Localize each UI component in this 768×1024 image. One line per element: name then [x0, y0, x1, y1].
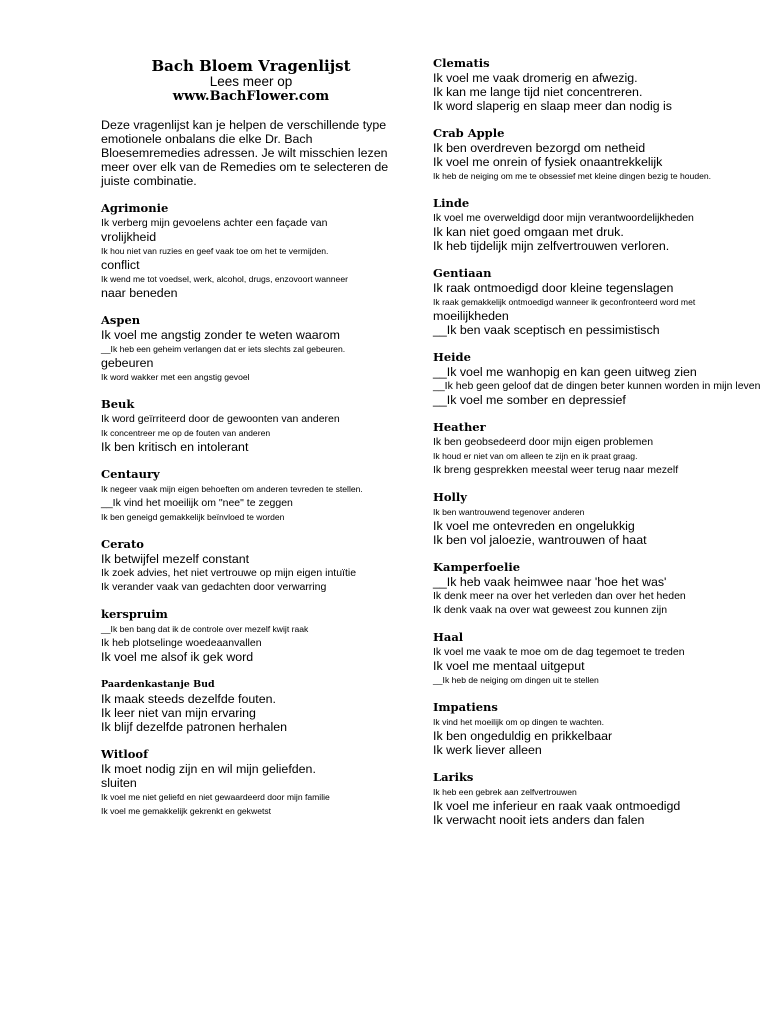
- question-line: naar beneden: [101, 286, 178, 300]
- remedy-name: Heide: [433, 350, 471, 364]
- remedy-name: Lariks: [433, 770, 474, 784]
- question-line: Ik voel me onrein of fysiek onaantrekkelijk: [433, 155, 663, 169]
- question-line: __Ik voel me wanhopig en kan geen uitweg zien: [433, 365, 697, 379]
- question-line: Ik ben geneigd gemakkelijk beïnvloed te worden: [101, 512, 285, 522]
- question-line: Ik kan niet goed omgaan met druk.: [433, 225, 624, 239]
- remedy-section: [101, 398, 401, 454]
- remedy-section: [101, 608, 401, 664]
- question-line: gebeuren: [101, 356, 154, 370]
- remedy-name: Centaury: [101, 467, 160, 481]
- question-line: __Ik heb een geheim verlangen dat er iets slechts zal gebeuren.: [101, 344, 346, 354]
- remedy-section: [433, 631, 765, 687]
- question-line: Ik heb plotselinge woedeaanvallen: [101, 637, 262, 649]
- document-header: [101, 57, 401, 104]
- remedy-section: [433, 267, 765, 337]
- question-line: Ik voel me gemakkelijk gekrenkt en gekwetst: [101, 806, 272, 816]
- question-line: Ik leer niet van mijn ervaring: [101, 706, 256, 720]
- question-line: sluiten: [101, 776, 137, 790]
- question-line: conflict: [101, 258, 140, 272]
- remedy-name: Clematis: [433, 56, 490, 70]
- document-title: Bach Bloem Vragenlijst: [151, 57, 351, 75]
- question-line: Ik ben kritisch en intolerant: [101, 440, 249, 454]
- remedy-name: Beuk: [101, 397, 135, 411]
- question-line: Ik kan me lange tijd niet concentreren.: [433, 85, 643, 99]
- question-line: Ik verander vaak van gedachten door verwarring: [101, 581, 327, 593]
- remedy-name: kerspruim: [101, 607, 168, 621]
- question-line: Ik ben geobsedeerd door mijn eigen problemen: [433, 436, 654, 448]
- remedy-name: Aspen: [101, 313, 141, 327]
- question-line: Ik verwacht nooit iets anders dan falen: [433, 813, 645, 827]
- question-line: Ik voel me niet geliefd en niet gewaardeerd door mijn familie: [101, 792, 330, 802]
- remedy-name: Cerato: [101, 537, 144, 551]
- question-line: Ik vind het moeilijk om op dingen te wachten.: [433, 717, 605, 727]
- question-line: Ik ben vol jaloezie, wantrouwen of haat: [433, 533, 647, 547]
- question-line: moeilijkheden: [433, 309, 509, 323]
- question-line: Ik voel me inferieur en raak vaak ontmoedigd: [433, 799, 681, 813]
- remedy-name: Crab Apple: [433, 126, 505, 140]
- question-line: Ik voel me alsof ik gek word: [101, 650, 254, 664]
- remedy-name: Linde: [433, 196, 470, 210]
- question-line: Ik blijf dezelfde patronen herhalen: [101, 720, 287, 734]
- question-line: Ik word slaperig en slaap meer dan nodig is: [433, 99, 672, 113]
- question-line: Ik raak ontmoedigd door kleine tegenslagen: [433, 281, 674, 295]
- question-line: Ik denk meer na over het verleden dan over het heden: [433, 590, 686, 602]
- remedy-section: [101, 314, 401, 384]
- remedy-name: Holly: [433, 490, 467, 504]
- question-line: Ik voel me vaak dromerig en afwezig.: [433, 71, 638, 85]
- remedy-section: [433, 771, 765, 827]
- remedy-name: Haal: [433, 630, 464, 644]
- question-line: __Ik ben vaak sceptisch en pessimistisch: [433, 323, 660, 337]
- question-line: Ik voel me mentaal uitgeput: [433, 659, 585, 673]
- question-line: Ik voel me overweldigd door mijn verantwoordelijkheden: [433, 212, 694, 224]
- question-line: Ik denk vaak na over wat geweest zou kunnen zijn: [433, 604, 668, 616]
- question-line: Ik heb een gebrek aan zelfvertrouwen: [433, 787, 577, 797]
- left-column: [101, 57, 401, 832]
- question-line: Ik negeer vaak mijn eigen behoeften om anderen tevreden te stellen.: [101, 484, 363, 494]
- question-line: Ik betwijfel mezelf constant: [101, 552, 250, 566]
- question-line: __Ik vind het moeilijk om "nee" te zeggen: [101, 497, 293, 509]
- question-line: vrolijkheid: [101, 230, 157, 244]
- remedy-name: Witloof: [101, 747, 149, 761]
- remedy-name: Kamperfoelie: [433, 560, 521, 574]
- question-line: Ik maak steeds dezelfde fouten.: [101, 692, 276, 706]
- question-line: Ik wend me tot voedsel, werk, alcohol, drugs, enzovoort wanneer: [101, 274, 348, 284]
- remedy-section: [433, 701, 765, 757]
- question-line: Ik word wakker met een angstig gevoel: [101, 372, 250, 382]
- remedy-name: Heather: [433, 420, 486, 434]
- remedy-name: Paardenkastanje Bud: [101, 679, 215, 690]
- document-subtitle: Lees meer op: [209, 74, 293, 89]
- question-line: __Ik voel me somber en depressief: [433, 393, 626, 407]
- question-line: Ik concentreer me op de fouten van anderen: [101, 428, 271, 438]
- remedy-section: [101, 678, 401, 734]
- question-line: __Ik heb de neiging om dingen uit te stellen: [433, 675, 599, 685]
- question-line: Ik moet nodig zijn en wil mijn geliefden.: [101, 762, 316, 776]
- question-line: Ik breng gesprekken meestal weer terug naar mezelf: [433, 464, 679, 476]
- question-line: Ik ben overdreven bezorgd om netheid: [433, 141, 646, 155]
- question-line: __Ik ben bang dat ik de controle over mezelf kwijt raak: [101, 624, 309, 634]
- remedy-section: [101, 202, 401, 300]
- question-line: Ik heb tijdelijk mijn zelfvertrouwen verloren.: [433, 239, 670, 253]
- remedy-section: [433, 197, 765, 253]
- question-line: Ik heb de neiging om me te obsessief met kleine dingen bezig te houden.: [433, 171, 712, 181]
- question-line: Ik word geïrriteerd door de gewoonten van anderen: [101, 413, 340, 425]
- right-remedy-list: [433, 57, 765, 827]
- question-line: Ik raak gemakkelijk ontmoedigd wanneer ik geconfronteerd word met: [433, 297, 696, 307]
- remedy-section: [101, 748, 401, 818]
- question-line: Ik ben ongeduldig en prikkelbaar: [433, 729, 613, 743]
- question-line: Ik zoek advies, het niet vertrouwe op mijn eigen intuïtie: [101, 567, 357, 579]
- intro-paragraph: Deze vragenlijst kan je helpen de verschillende type emotionele onbalans die elke Dr. Bach Bloesemremedies adressen. Je wilt misschien lezen meer over elk van de Remedies om te selecteren de juiste combinatie.: [101, 118, 389, 188]
- right-column: [433, 57, 765, 841]
- remedy-section: [101, 468, 401, 524]
- question-line: Ik ben wantrouwend tegenover anderen: [433, 507, 585, 517]
- remedy-section: [433, 421, 765, 477]
- question-line: Ik werk liever alleen: [433, 743, 542, 757]
- question-line: Ik voel me vaak te moe om de dag tegemoet te treden: [433, 646, 685, 658]
- question-line: Ik verberg mijn gevoelens achter een façade van: [101, 217, 328, 229]
- remedy-name: Gentiaan: [433, 266, 492, 280]
- remedy-section: [433, 561, 765, 617]
- remedy-section: [433, 127, 765, 183]
- question-line: Ik hou niet van ruzies en geef vaak toe om het te vermijden.: [101, 246, 329, 256]
- remedy-name: Impatiens: [433, 700, 498, 714]
- question-line: __Ik heb geen geloof dat de dingen beter kunnen worden in mijn leven: [433, 380, 761, 392]
- question-line: Ik voel me ontevreden en ongelukkig: [433, 519, 635, 533]
- remedy-section: [433, 491, 765, 547]
- remedy-section: [101, 538, 401, 594]
- question-line: __Ik heb vaak heimwee naar 'hoe het was': [433, 575, 667, 589]
- remedy-section: [433, 57, 765, 113]
- remedy-name: Agrimonie: [101, 201, 169, 215]
- remedy-section: [433, 351, 765, 407]
- question-line: Ik voel me angstig zonder te weten waarom: [101, 328, 340, 342]
- left-remedy-list: [101, 202, 401, 818]
- question-line: Ik houd er niet van om alleen te zijn en ik praat graag.: [433, 451, 638, 461]
- website-link[interactable]: www.BachFlower.com: [172, 89, 330, 104]
